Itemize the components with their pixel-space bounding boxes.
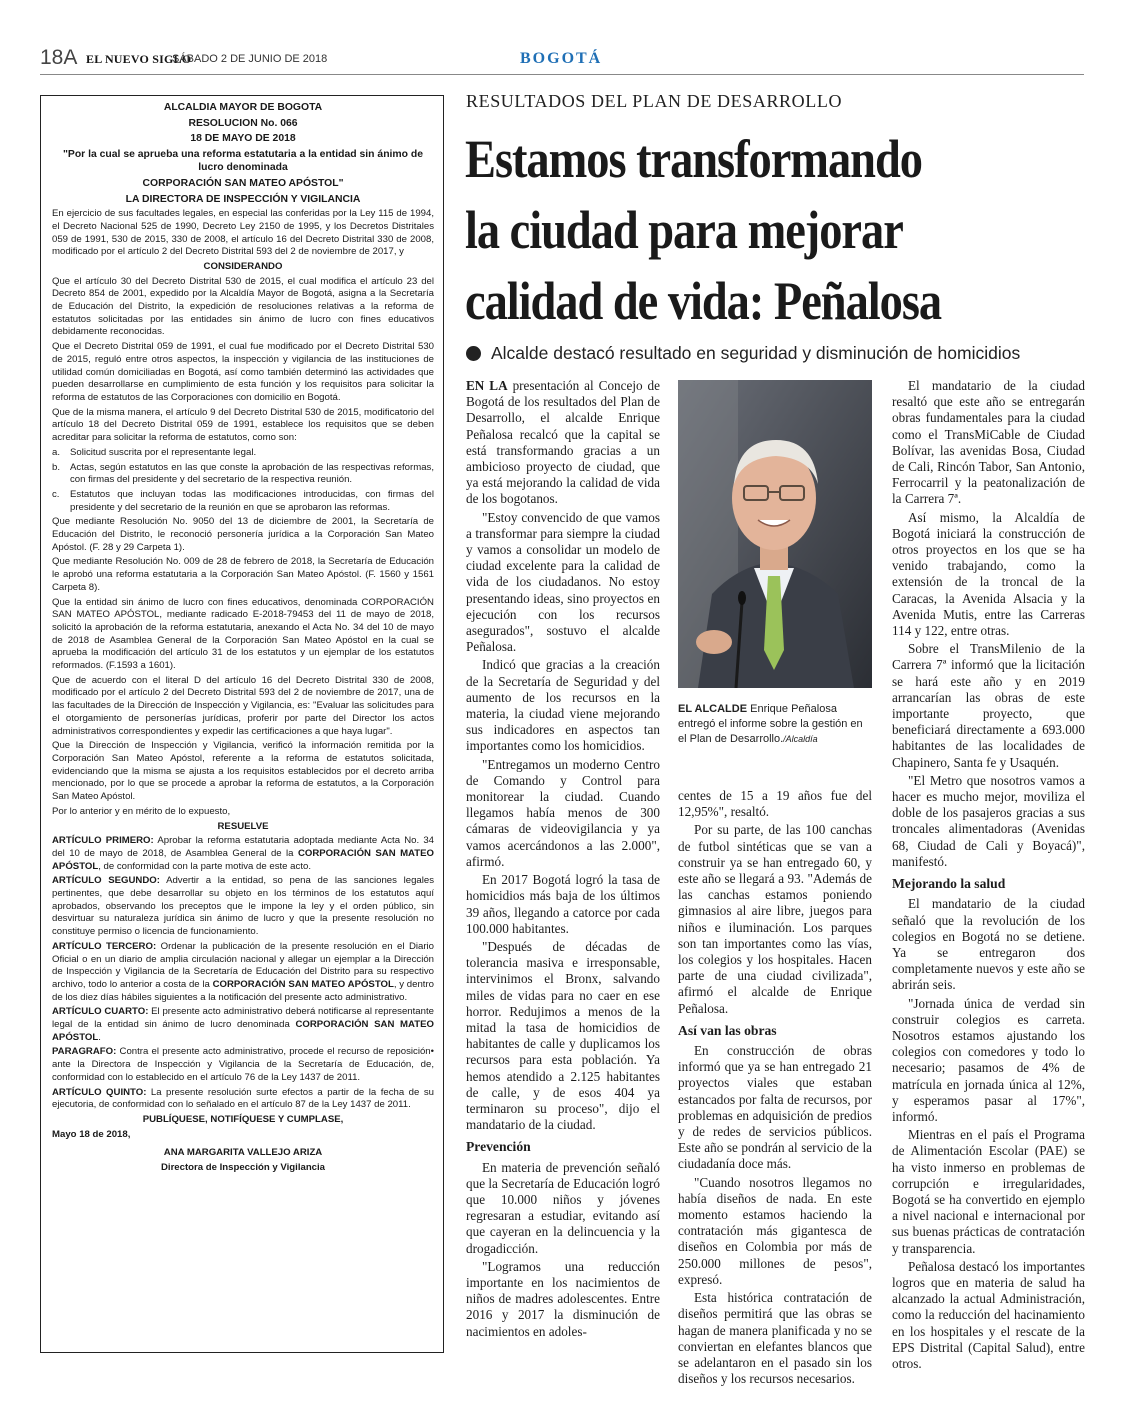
list-item-text: Estatutos que incluyan todas las modificaciones introducidas, con firmas del presidente y del secretario de la reunión en que se aprobaron las reformas.: [70, 488, 434, 513]
article-heading: ARTÍCULO TERCERO:: [52, 940, 157, 952]
lead-caps: EN LA: [466, 378, 508, 393]
headline-line: la ciudad para mejorar: [465, 200, 903, 260]
list-item-text: Actas, según estatutos en las que conste la aprobación de las respectivas reformas, con firmas del presidente y del secretario de la respectiva reunión.: [70, 461, 434, 486]
notice-signer-role: Directora de Inspección y Vigilancia: [160, 1162, 326, 1174]
issue-date: SÁBADO 2 DE JUNIO DE 2018: [172, 53, 328, 65]
mayor-photo-illustration: [678, 380, 872, 688]
notice-paragraph: En ejercicio de sus facultades legales, en especial las conferidas por la Ley 115 de 1994, el Decreto Nacional 525 de 1990, Decreto Ley 2150 de 1995, y los Decretos Distritales 059 de 1991, 530 de 2015, 330 de 2008, el artículo 16 del Decreto Distrital 330 de 2008, modificado por el artículo 2 del Decreto Distrital 593 del 2 de noviembre de 2017, y: [52, 208, 434, 258]
notice-article: [52, 835, 434, 873]
notice-paragraph: Que de la misma manera, el artículo 9 del Decreto Distrital 530 de 2015, modificatorio del artículo 18 del Decreto Distrital 059 de 1991, establece los requisitos que se deben acreditar para solicitar la reforma de estatutos, como son:: [52, 406, 434, 444]
article-paragraph: El mandatario de la ciudad señaló que la revolución de los colegios en Bogotá no se detiene. Ya se entregaron dos completamente nuevos y este año se abrirán seis.: [892, 896, 1085, 993]
caption-label: EL ALCALDE: [678, 703, 748, 715]
article-deck: [466, 343, 1020, 364]
notice-list-item: a. Solicitud suscrita por el representante legal.: [52, 446, 257, 458]
notice-entity: CORPORACIÓN SAN MATEO APÓSTOL": [142, 177, 344, 189]
photo-credit: /Alcaldía: [783, 734, 818, 744]
article-subheading: Prevención: [466, 1139, 531, 1155]
article-paragraph: "Cuando nosotros llegamos no había diseños de nada. En este momento estamos haciendo la contratación más gigantesca de diseños en Colombia por más de 250.000 millones de pesos", expresó.: [678, 1174, 872, 1287]
article-text: Aprobar la reforma estatutaria adoptada mediante Acta No. 34 del 10 de mayo de 2018, de Asamblea General de la: [52, 835, 434, 859]
article-text: , de conformidad con la parte motiva de este acto.: [98, 860, 311, 872]
article-text: El presente acto administrativo deberá notificarse al representante legal de la entidad sin ánimo de lucro denominada: [52, 1006, 434, 1031]
article-paragraph: "Jornada única de verdad sin construir colegios es carreta. Nosotros estamos ajustando los colegios con comedores y todo lo necesario; pasamos de 4% de matrícula en jornada única al 12%, y esperamos pasar al 17%", informó.: [892, 995, 1085, 1124]
article-column-2: [678, 788, 872, 1389]
notice-list-item: c. Estatutos que incluyan todas las modificaciones introducidas, con firmas del presidente y del secretario de la reunión en que se aprobaron las reformas.: [52, 488, 434, 513]
notice-paragraph: Que mediante Resolución No. 009 de 28 de febrero de 2018, la Secretaría de Educación le aprobó una reforma estatutaria a la Corporación San Mateo Apóstol. (F. 1560 y 1561 Carpeta 8).: [52, 556, 434, 593]
notice-authority: ALCALDIA MAYOR DE BOGOTA: [163, 102, 323, 113]
article-paragraph: Esta histórica contratación de diseños permitirá que las obras se hagan de manera planificada y no se conviertan en elefantes blancos que se adelantaron en el pasado sin los diseños y los recursos necesarios.: [678, 1290, 872, 1387]
article-text: Advertir a la entidad, so pena de las sanciones legales pertinentes, que debe desarrollar su objeto en los términos de los estatutos aquí aprobados, observando los preceptos que le impone la ley y el orden público, sin desvirtuar su naturaleza jurídica sin ánimo de lucro y que la presente resolución no constituye permiso o licencia de funcionamiento.: [52, 875, 434, 938]
caption-text: Enrique Peñalosa entregó el informe sobre la gestión en el Plan de Desarrollo.: [678, 703, 863, 745]
notice-considerando: CONSIDERANDO: [203, 260, 283, 272]
article-entity: CORPORACIÓN SAN MATEO APÓSTOL: [52, 847, 434, 872]
article-entity: CORPORACIÓN SAN MATEO APÓSTOL: [52, 1019, 434, 1043]
notice-paragraph: Que mediante Resolución No. 9050 del 13 de diciembre de 2001, la Secretaría de Educación del Distrito, le reconoció personería jurídica a la Corporación San Mateo Apóstol. (F. 28 y 29 Carpeta 1).: [52, 516, 434, 553]
article-paragraph: Sobre el TransMilenio de la Carrera 7ª informó que la licitación se hará este año y en 2019 arrancarían las obras de este importante proyecto, que beneficiará directamente a 693.000 habitantes de las localidades de Chapinero, Santa fe y Usaquén.: [892, 641, 1085, 770]
article-heading: ARTÍCULO CUARTO:: [52, 1006, 149, 1018]
notice-publish-line: PUBLÍQUESE, NOTIFÍQUESE Y CUMPLASE,: [142, 1113, 344, 1125]
article-paragraph: "El Metro que nosotros vamos a hacer es mucho mejor, moviliza el doble de los pasajeros gracias a sus troncales alimentadoras (Avenidas 68, Ciudad de Cali y Boyacá)", manifestó.: [892, 772, 1085, 869]
article-paragraph: "Logramos una reducción importante en los nacimientos de niños de madres adolescentes. Entre 2016 y 2017 la disminución de nacimientos en adoles-: [466, 1258, 660, 1339]
notice-paragraph: Por lo anterior y en mérito de lo expuesto,: [52, 805, 231, 817]
article-heading: PARAGRAFO:: [52, 1046, 117, 1058]
notice-resolution-number: RESOLUCION No. 066: [188, 117, 298, 129]
list-item-text: Solicitud suscrita por el representante legal.: [70, 446, 257, 458]
lead-text: presentación al Concejo de Bogotá de los resultados del Plan de Desarrollo, el alcalde Enrique Peñalosa recalcó que la capital se está transformando gracias a un ambicioso proyecto de ciudad, que ya está mejorando la calidad de vida de los bogotanos.: [466, 378, 660, 507]
notice-signatory-title: LA DIRECTORA DE INSPECCIÓN Y VIGILANCIA: [125, 193, 361, 205]
notice-date: 18 DE MAYO DE 2018: [190, 133, 296, 145]
notice-article: [52, 941, 434, 1005]
article-column-3: [892, 378, 1085, 1374]
notice-sign-date: Mayo 18 de 2018,: [52, 1128, 131, 1140]
page-number: 18A: [40, 46, 78, 69]
article-paragraph: Peñalosa destacó los importantes logros que en materia de salud ha alcanzado la actual Administración, como la reducción del hacinamiento en los hospitales y el rescate de la EPS Distrital (Capital Salud), entre otros.: [892, 1258, 1085, 1371]
article-paragraph: Indicó que gracias a la creación de la Secretaría de Seguridad y del aumento de los recursos en la materia, la ciudad viene mejorando sus indicadores en aspectos tan importantes como los homicidios.: [466, 657, 660, 754]
header-rule: [40, 74, 1084, 75]
article-kicker: RESULTADOS DEL PLAN DE DESARROLLO: [466, 91, 843, 111]
article-paragraph: centes de 15 a 19 años fue del 12,95%", resaltó.: [678, 788, 872, 820]
article-paragraph: "Estoy convencido de que vamos a transformar para siempre la ciudad y vamos a consolidar un modelo de ciudad excelente para la calidad de vida de los ciudadanos. No estoy presentando ideas, sino proyectos en ejecución con los recursos asegurados", sostuvo el alcalde Peñalosa.: [466, 509, 660, 655]
article-paragraph: El mandatario de la ciudad resaltó que este año se entregarán obras fundamentales para la ciudad como el TransMiCable de Ciudad Bolívar, las avenidas Bosa, Ciudad de Cali, Rincón Tabor, San Antonio, Ferrocarril y la peatonalización de la Carrera 7ª.: [892, 378, 1085, 507]
headline-line: Estamos transformando: [465, 129, 922, 189]
article-paragraph: "Después de décadas de tolerancia masiva e irresponsable, intervinimos el Bronx, salvando miles de vidas para no caer en ese horror. Redujimos a menos de la mitad la tasa de homicidios de habitantes de calle y duplicamos los recursos para esta población. Ya hemos atendido a 2.125 habitantes de calle, y de esos 404 ya terminaron su proceso", dijo el mandatario de la ciudad.: [466, 938, 660, 1133]
article-text: Contra el presente acto administrativo, procede el recurso de reposición• ante la Directora de Inspección y Vigilancia de la Secretaría de Educación, de, conformidad con lo establecido en el artículo 76 de la Ley 1437 de 2011.: [52, 1046, 434, 1083]
notice-article: [52, 1046, 434, 1084]
mayor-photo: [678, 380, 872, 688]
notice-signer-name: ANA MARGARITA VALLEJO ARIZA: [163, 1147, 323, 1159]
notice-article: [52, 875, 434, 939]
article-heading: ARTÍCULO PRIMERO:: [52, 835, 154, 847]
article-subheading: Mejorando la salud: [892, 876, 1006, 892]
article-paragraph: En construcción de obras informó que ya se han entregado 21 proyectos viales que estaban estancados por falta de recursos, por problemas en adquisición de predios y de redes de servicios públicos. Este año se pondrán al servicio de la ciudadanía doce más.: [678, 1043, 872, 1172]
article-headline: [465, 124, 1015, 337]
notice-resuelve: RESUELVE: [217, 820, 269, 832]
article-paragraph: Mientras en el país el Programa de Alimentación Escolar (PAE) se ha visto inmerso en problemas de corrupción e irregularidades, Bogotá se ha convertido en ejemplo a nivel nacional e internacional por sus buenas prácticas de contratación y transparencia.: [892, 1127, 1085, 1256]
notice-paragraph: Que la Dirección de Inspección y Vigilancia, verificó la información remitida por la Corporación San Mateo Apóstol, referente a la reforma de estatutos solicitada, evidenciando que la misma se ajusta a los requisitos establecidos por el decreto arriba mencionado, por lo que se procede a aprobar la reforma de estatutos, a la Corporación San Mateo Apóstol.: [52, 740, 434, 803]
article-entity: CORPORACIÓN SAN MATEO APÓSTOL: [212, 978, 394, 990]
article-lead-paragraph: [466, 378, 660, 508]
article-text: Ordenar la publicación de la presente resolución en el Diario Oficial o en un diario de amplia circulación nacional y allegar un ejemplar a la Dirección de Inspección y Vigilancia de la Secretaría de Educación del Distrito para su respectivo archivo, todo lo anterior a costa de la: [52, 940, 435, 990]
article-subheading: Así van las obras: [678, 1022, 777, 1038]
notice-paragraph: Que la entidad sin ánimo de lucro con fines educativos, denominada CORPORACIÓN SAN MATEO APÓSTOL, mediante radicado E-2018-79453 del 11 de mayo de 2018, solicitó la aprobación de la reforma estatutaria, anexando el Acta No. 34 del 10 de mayo de 2018 de Asamblea General de la Corporación San Mateo Apóstol en la cual se aprueba la modificación del artículo 31 de los estatutos y un ejemplar de los estatutos reformados. (F.1593 a 1601).: [52, 596, 434, 672]
newspaper-name: EL NUEVO SIGLO: [86, 52, 192, 66]
article-text: La presente resolución surte efectos a partir de la fecha de su ejecutoria, de conformidad con lo señalado en el artículo 87 de la Ley 1437 de 2011.: [52, 1086, 434, 1111]
article-paragraph: En 2017 Bogotá logró la tasa de homicidios más baja de los últimos 39 años, llegando a catorce por cada 100.000 habitantes.: [466, 872, 660, 936]
article-paragraph: En materia de prevención señaló que la Secretaría de Educación logró que 10.000 niños y jóvenes regresaran a estudiar, evitando así que cayeran en la delincuencia y la drogadicción.: [466, 1159, 660, 1256]
notice-paragraph: Que de acuerdo con el literal D del artículo 16 del Decreto Distrital 330 de 2008, modificado por el artículo 2 del Decreto Distrital 593 del 2 de noviembre de 2017, una de las facultades de la Dirección de Inspección y Vigilancia, es: "Evaluar las solicitudes para el otorgamiento de personerías jurídicas, proferir por parte del Director los actos administrativos correspondientes y expedir las certificaciones a que haya lugar".: [52, 674, 434, 737]
notice-article: [52, 1006, 434, 1044]
article-heading: ARTÍCULO SEGUNDO:: [52, 875, 160, 887]
section-title: BOGOTÁ: [520, 50, 603, 67]
article-paragraph: "Entregamos un moderno Centro de Comando y Control para monitorear la ciudad. Cuando llegamos había menos de 300 cámaras de videovigilancia y ya vamos acercándonos a las 2.000", afirmó.: [466, 756, 660, 869]
article-paragraph: Por su parte, de las 100 canchas de futbol sintéticas que se van a construir ya se han entregado 60, y este año se llegará a 93. "Además de las canchas estamos poniendo gimnasios al aire libre, juegos para niños e iluminación. Los parques son tan importantes como las vías, los colegios y los hospitales. Hacen parte de una ciudad civilizada", afirmó el alcalde de Enrique Peñalosa.: [678, 822, 872, 1016]
notice-article: [52, 1087, 434, 1112]
article-paragraph: Así mismo, la Alcaldía de Bogotá iniciará la construcción de otros proyectos en los que se ha venido trabajando, como la extensión de la troncal de la Caracas, la Avenida Alsacia y la Avenida Mutis, entre las Carreras 114 y 122, entre otras.: [892, 509, 1085, 639]
notice-paragraph: Que el Decreto Distrital 059 de 1991, el cual fue modificado por el Decreto Distrital 530 de 2015, reguló entre otros aspectos, la inspección y vigilancia de las instituciones de utilidad común domiciliadas en Bogotá, así como también determinó las actividades que pueden desarrollarse en cumplimiento de esta función y los requisitos para solicitar la reforma de estatutos de las Corporaciones con domicilio en Bogotá.: [52, 341, 434, 403]
notice-subject: "Por la cual se aprueba una reforma estatutaria a la entidad sin ánimo de lucro denominada: [62, 148, 424, 174]
article-column-1: [466, 378, 660, 1342]
notice-paragraph: Que el artículo 30 del Decreto Distrital 530 de 2015, el cual modifica el artículo 23 del Decreto 854 de 2001, expedido por la Alcaldía Mayor de Bogotá, asigna a la Secretaría de Educación del Distrito, la expedición de resoluciones relativas a la reforma de estatutos solicitadas por las entidades sin ánimo de lucro con fines educativos debidamente reconocidas.: [52, 275, 434, 338]
article-text: .: [98, 1031, 101, 1043]
photo-caption: [678, 702, 872, 747]
bullet-icon: [466, 346, 481, 361]
headline-line: calidad de vida: Peñalosa: [465, 271, 942, 331]
notice-list-item: b. Actas, según estatutos en las que conste la aprobación de las respectivas reformas, con firmas del presidente y del secretario de la respectiva reunión.: [52, 461, 434, 486]
deck-text: Alcalde destacó resultado en seguridad y disminución de homicidios: [491, 343, 1021, 363]
legal-notice: [52, 101, 434, 1177]
article-text: , y dentro de los diez días hábiles siguientes a la notificación del presente acto administrativo.: [52, 978, 434, 1003]
article-heading: ARTÍCULO QUINTO:: [52, 1086, 147, 1098]
